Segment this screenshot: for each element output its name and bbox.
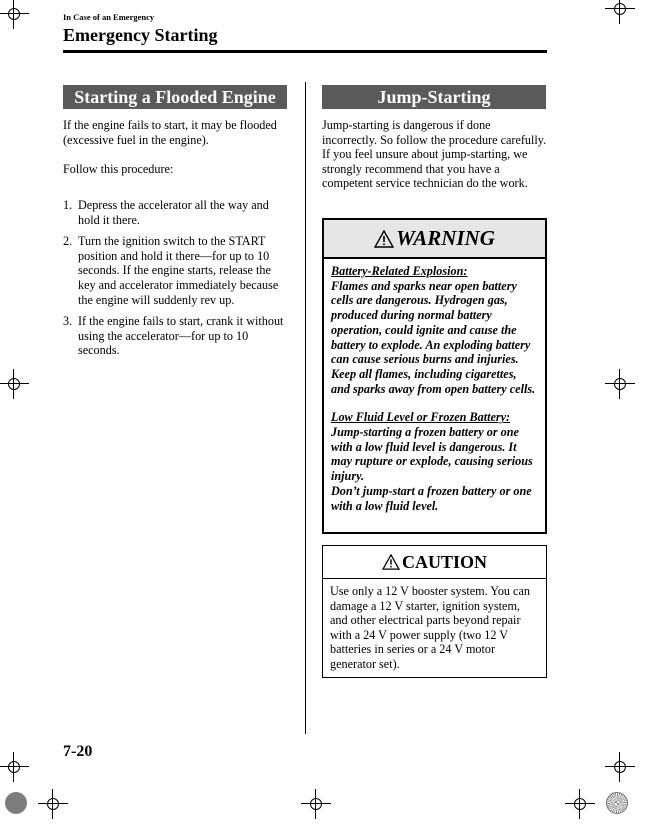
registration-mark	[0, 369, 29, 399]
procedure-steps	[63, 198, 291, 365]
registration-mark	[605, 0, 635, 24]
step-text: If the engine fails to start, crank it without using the accelerator—for up to 10 seconds.	[78, 314, 284, 358]
caution-triangle-icon	[382, 554, 400, 570]
jump-starting-intro: Jump-starting is dangerous if done incorrectly. So follow the procedure carefully. If you feel unsure about jump-starting, we strongly recommend that you have a competent service technician do the work.	[322, 118, 547, 191]
page-number: 7-20	[63, 743, 93, 760]
registration-mark	[0, 0, 29, 29]
warning-subheading-frozen: Low Fluid Level or Frozen Battery:	[331, 410, 511, 425]
registration-mark	[301, 789, 331, 819]
caution-box	[322, 545, 547, 678]
warning-triangle-icon	[374, 230, 394, 248]
registration-mark	[605, 752, 635, 782]
step-text: Turn the ignition switch to the START position and hold it there—for up to 10 seconds. If the engine starts, release the key and accelerator immediately because the engine will suddenly rev up.	[78, 234, 279, 307]
caution-header	[323, 546, 546, 579]
warning-text-frozen: Jump-starting a frozen battery or one with a low fluid level is dangerous. It may rupture or explode, causing serious injury.	[331, 425, 533, 484]
step-number: 3.	[63, 314, 73, 329]
section-label: In Case of an Emergency	[63, 12, 155, 22]
step-item	[63, 198, 291, 227]
warning-subheading-explosion: Battery-Related Explosion:	[331, 264, 468, 278]
color-dot	[5, 792, 27, 814]
follow-procedure-text: Follow this procedure:	[63, 162, 174, 176]
step-number: 1.	[63, 198, 73, 212]
caution-title: CAUTION	[401, 551, 487, 572]
title-rule	[63, 50, 547, 53]
registration-mark	[38, 789, 68, 819]
warning-header	[324, 220, 545, 259]
page-title: Emergency Starting	[63, 25, 218, 45]
gray-scale-target	[606, 792, 628, 814]
column-divider	[305, 82, 306, 734]
warning-body	[324, 259, 545, 513]
step-text: Depress the accelerator all the way and hold it there.	[78, 198, 269, 227]
step-number: 2.	[63, 234, 73, 249]
flooded-engine-heading: Starting a Flooded Engine	[63, 85, 287, 109]
warning-box	[322, 218, 547, 534]
warning-text-dont: Don’t jump-start a frozen battery or one with a low fluid level.	[331, 483, 532, 513]
jump-starting-heading: Jump-Starting	[322, 85, 546, 109]
registration-mark	[565, 789, 595, 819]
registration-mark	[0, 752, 29, 782]
step-item	[63, 314, 291, 358]
caution-text: Use only a 12 V booster system. You can damage a 12 V starter, ignition system, and other electrical parts beyond repair with a 24 V power supply (two 12 V batteries in series or a 24 V motor generator set).	[330, 584, 530, 671]
registration-mark	[605, 369, 635, 399]
step-item	[63, 234, 291, 307]
flooded-intro: If the engine fails to start, it may be flooded (excessive fuel in the engine).	[63, 118, 277, 147]
warning-text-explosion: Flames and sparks near open battery cells are dangerous. Hydrogen gas, produced during normal battery operation, could ignite and cause the battery to explode. An exploding battery can cause serious burns and injuries. Keep all flames, including cigarettes, and sparks away from open battery cells.	[331, 278, 536, 396]
warning-title: WARNING	[396, 226, 495, 250]
